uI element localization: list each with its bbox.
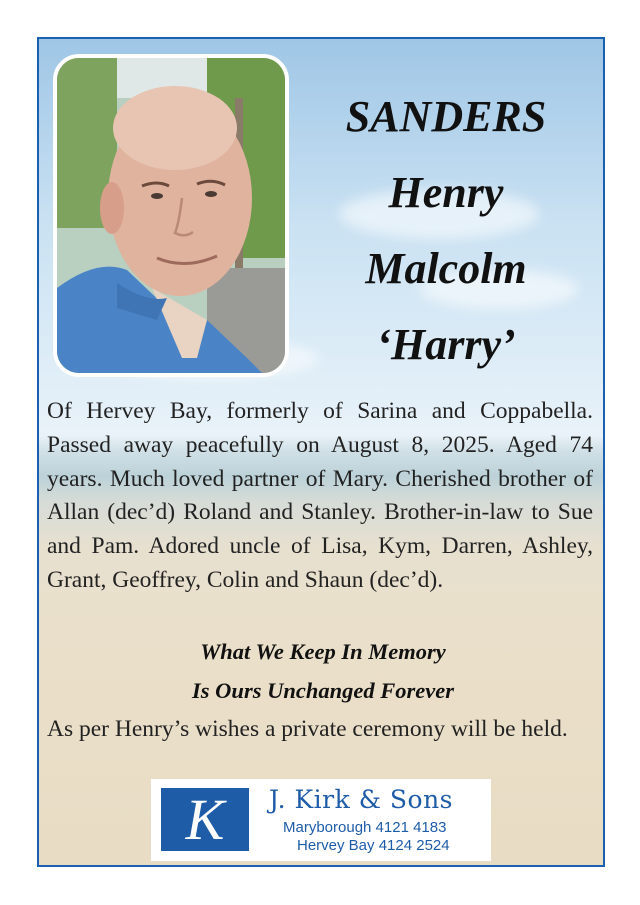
middle-name: Malcolm bbox=[365, 244, 527, 293]
phone-hervey-bay: Hervey Bay 4124 2524 bbox=[297, 837, 450, 854]
service-text: As per Henry’s wishes a private ceremony will be held. bbox=[47, 716, 568, 742]
first-name: Henry bbox=[388, 168, 504, 217]
notice-text: Of Hervey Bay, formerly of Sarina and Coppabella. Passed away peacefully on August 8, 2025. Aged 74 years. Much loved partner of Mary. Cherished brother of Allan (dec’d) Roland and Stanley. Brother-in-law to Sue and Pam. Adored uncle of Lisa, Kym, Darren, Ashley, Grant, Geoffrey, Colin and Shaun (dec’d). bbox=[47, 398, 593, 593]
funeral-director-logo bbox=[151, 779, 491, 861]
phone-maryborough: Maryborough 4121 4183 bbox=[283, 819, 447, 836]
portrait-photo bbox=[53, 54, 289, 377]
verse-line-1: What We Keep In Memory bbox=[200, 639, 446, 664]
k-monogram-icon: K bbox=[161, 788, 249, 851]
surname: SANDERS bbox=[345, 92, 547, 141]
notice-frame bbox=[37, 37, 605, 867]
funeral-director-name: J. Kirk & Sons bbox=[269, 785, 454, 814]
deceased-name-block bbox=[301, 79, 591, 383]
verse-line-2: Is Ours Unchanged Forever bbox=[192, 678, 454, 703]
nickname: ‘Harry’ bbox=[376, 320, 516, 369]
